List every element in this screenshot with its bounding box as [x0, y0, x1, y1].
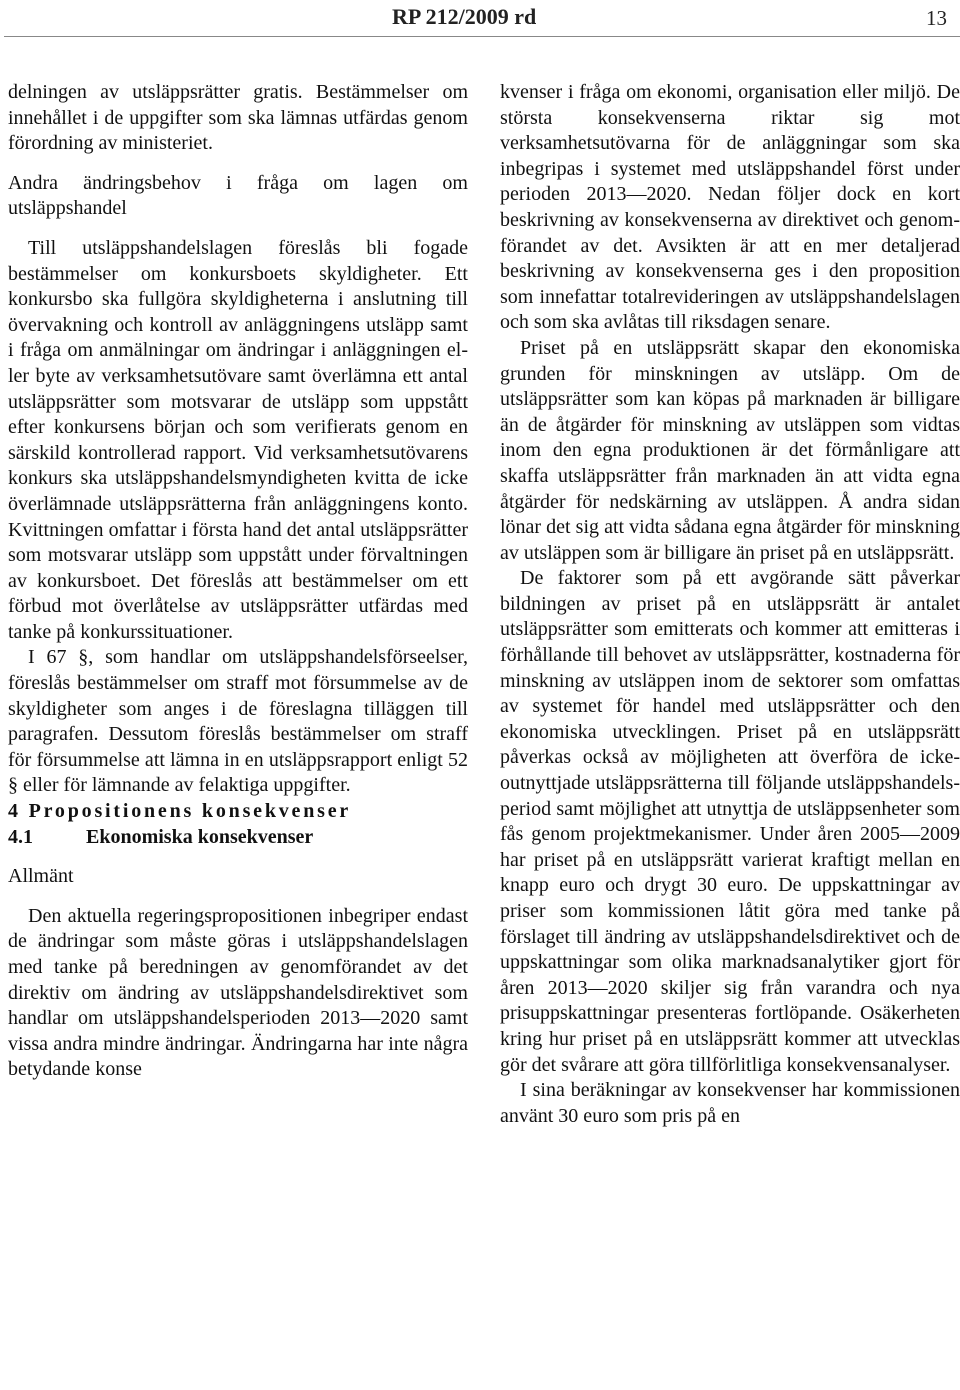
- paragraph: De faktorer som på ett avgörande sätt påverkar bildningen av priset på en utsläppsrätt är antalet utsläppsrätter som emitterats och kommer att emitteras i förhållande till behovet av utsläppsrätter, kostnaderna för minskning av utsläppen inom de sektorer som omfattas av systemet för handel med utsläppsrätter och den ekonomiska utvecklingen. Priset på en utsläppsrätt påverkas också av möjligheten att överföra de icke-outnyttjade utsläppsrätterna till följande utsläppshandelsperiod samt möjlighet att utnyttja de utsläppsenheter som fås genom projektmekanismer. Under åren 2005—2009 har priset på en utsläppsrätt varierat kraftigt mellan en knapp euro och drygt 30 euro. De uppskattningar av priser som kommissionen låtit göra med tanke på förslaget till ändring av utsläppshandelsdirektivet och de uppskattningar som olika marknadsanalytiker gjort för åren 2013—2020 skiljer sig från varandra och nya prisuppskattningar presenteras fortlöpande. Osäkerheten kring hur priset på en utsläppsrätt kommer att utvecklas gör det svårare att göra tillförlitliga konsekvensanalyser.: [500, 567, 960, 1076]
- subheading: Allmänt: [8, 865, 74, 888]
- section-title: Ekonomiska konsekvenser: [86, 825, 314, 848]
- paragraph: Den aktuella regeringspropositionen inbegriper endast de ändringar som måste göras i utsläppshandelslagen med tanke på beredningen av genomförandet av det direktiv om ändring av utsläppshandelsdirektivet som handlar om utsläppshandelsperioden 2013—2020 samt vissa andra mindre ändringar. Ändringarna har inte några betydande konse: [8, 904, 468, 1081]
- section-heading: [8, 825, 468, 851]
- document-id: RP 212/2009 rd: [392, 4, 537, 29]
- paragraph: Priset på en utsläppsrätt skapar den ekonomiska grunden för minskningen av utsläpp. Om de utsläppsrätter som kan köpas på marknaden är billigare än de åtgärder för minskning av utsläppen som vidtas inom den egna produktionen är det förmånligare att skaffa utsläppsrätter från marknaden än att vidta egna åtgärder för nedskärning av utsläppen. Å andra sidan lönar det sig att vidta sådana egna åtgärder för minskning av utsläppen som är billigare än priset på en utsläppsrätt.: [500, 336, 960, 564]
- left-column: [8, 80, 468, 1083]
- chapter-heading: 4 Propositionens konsekvenser: [8, 800, 352, 823]
- paragraph: delningen av utsläppsrätter gratis. Bestämmelser om innehållet i de uppgifter som ska lämnas utfärdas genom förordning av ministeriet.: [8, 81, 468, 155]
- header-rule: [4, 36, 960, 37]
- paragraph: I 67 §, som handlar om utsläppshandelsförseelser, föreslås bestämmelser om straff mot försummelse av de skyldigheter som anges i de föreslagna tilläggen till paragrafen. Dessutom föreslås bestämmelser om straff för försummelse att lämna in en utsläppsrapport enligt 52 § eller för lämnande av felaktiga uppgifter.: [8, 646, 468, 797]
- section-number: 4.1: [8, 825, 33, 848]
- page-number: 13: [926, 6, 947, 30]
- paragraph: I sina beräkningar av konsekvenser har kommissionen använt 30 euro som pris på en: [500, 1079, 960, 1127]
- right-column: [500, 80, 960, 1129]
- page-header: [0, 0, 960, 34]
- paragraph: kvenser i fråga om ekonomi, organisation eller miljö. De största konsekvenserna riktar sig mot verksamhetsutövarna för de anläggningar som ska inbegripas i systemet med utsläppshandel först under perioden 2013—2020. Nedan följer dock en kort beskrivning av konsekvenserna av direktivet och genomförandet av det. Avsikten är att en mer detaljerad beskrivning av konsekvenserna ges i den proposition som innefattar totalrevideringen av utsläppshandelslagen och som ska avlåtas till riksdagen senare.: [500, 81, 960, 334]
- paragraph: Till utsläppshandelslagen föreslås bli fogade bestämmelser om konkursboets skyldigheter. Ett konkursbo ska fullgöra skyldigheterna i anslutning till övervakning och kontroll av anläggningens utsläpp samt i fråga om anmälningar om ändringar i anläggningen eller byte av verksamhetsutövare samt överlämna ett antal utsläppsrätter som motsvarar de utsläpp som uppstått efter konkursens början och som verifierats genom en särskild kontrollerad rapport. Vid verksamhetsutövarens konkurs ska utsläppshandelsmyndigheten kvitta de icke överlämnade utsläppsrätterna från anläggningens konto. Kvittningen omfattar i första hand det antal utsläppsrätter som motsvarar utsläpp som uppstått under förvaltningen av konkursboet. Det föreslås att bestämmelser om ett förbud mot överlåtelse av utsläppsrätter utfärdas med tanke på konkurssituationer.: [8, 236, 468, 643]
- subheading: Andra ändringsbehov i fråga om lagen om utsläppshandel: [8, 171, 468, 220]
